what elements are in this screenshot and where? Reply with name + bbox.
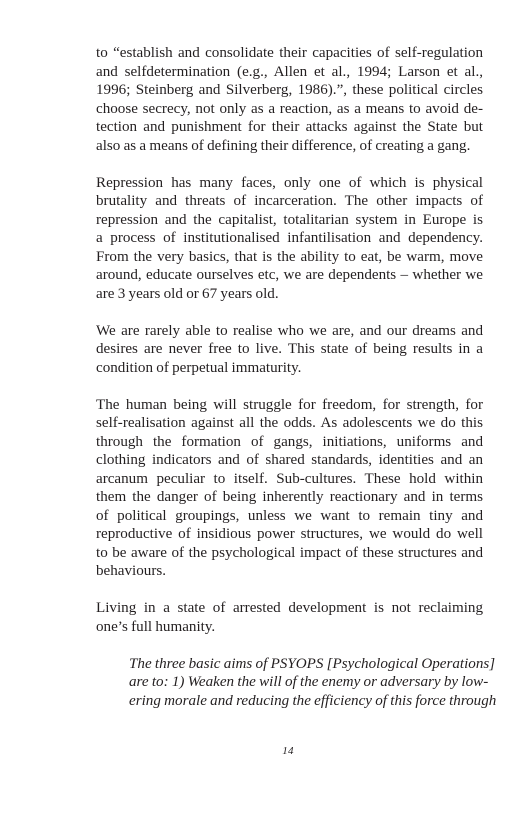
text-line: brutality and threats of incarceration. The other impacts of <box>96 193 483 209</box>
text-line: them the danger of being inherently reactionary and in terms <box>96 489 483 505</box>
text-line: We are rarely able to realise who we are, and our dreams and <box>96 322 483 339</box>
text-line: around, educate ourselves etc, we are dependents – whether we <box>96 267 483 283</box>
quote-line: are to: 1) Weaken the will of the enemy or adversary by low- <box>129 674 489 690</box>
text-line: desires are never free to live. This state of being results in a <box>96 341 483 357</box>
text-line: clothing indicators and of shared standards, identities and an <box>96 452 483 468</box>
text-line: The human being will struggle for freedom, for strength, for <box>96 396 483 413</box>
paragraph-3 <box>96 322 483 378</box>
text-line: condition of perpetual immaturity. <box>96 359 302 376</box>
text-line: a process of institutionalised infantilisation and dependency. <box>96 230 483 246</box>
text-line: self-realisation against all the odds. As adolescents we do this <box>96 415 483 431</box>
text-line: tection and punishment for their attacks against the State but <box>96 119 483 135</box>
page-body <box>96 44 497 710</box>
text-line: are 3 years old or 67 years old. <box>96 285 279 302</box>
text-line: to “establish and consolidate their capacities of self-regulation <box>96 45 483 61</box>
text-line: through the formation of gangs, initiations, uniforms and <box>96 433 483 450</box>
text-line: behaviours. <box>96 563 167 579</box>
text-line: arcanum peculiar to itself. Sub-cultures. These hold within <box>96 470 483 487</box>
text-line: From the very basics, that is the ability to eat, be warm, move <box>96 248 483 265</box>
quote-line: ering morale and reducing the efficiency of this force through <box>129 692 497 709</box>
text-line: Living in a state of arrested development is not reclaiming <box>96 600 483 616</box>
block-quote <box>129 655 497 711</box>
paragraph-5 <box>96 599 483 636</box>
text-line: choose secrecy, not only as a reaction, as a means to avoid de- <box>96 100 483 117</box>
text-line: of political groupings, unless we want to remain tiny and <box>96 507 483 524</box>
paragraph-1 <box>96 44 483 155</box>
text-line: reproductive of insidious power structures, we would do well <box>96 526 483 542</box>
text-line: one’s full humanity. <box>96 618 216 635</box>
text-line: repression and the capitalist, totalitarian system in Europe is <box>96 211 483 228</box>
paragraph-2 <box>96 174 483 304</box>
text-line: also as a means of defining their difference, of creating a gang. <box>96 137 471 154</box>
quote-line: The three basic aims of PSYOPS [Psychological Operations] <box>129 655 496 672</box>
text-line: Repression has many faces, only one of which is physical <box>96 174 483 191</box>
text-line: 1996; Steinberg and Silverberg, 1986).”, these political circles <box>96 82 483 98</box>
page-number: 14 <box>282 745 294 757</box>
text-line: to be aware of the psychological impact of these structures and <box>96 544 483 561</box>
text-line: and selfdetermination (e.g., Allen et al., 1994; Larson et al., <box>96 63 483 80</box>
paragraph-4 <box>96 396 483 581</box>
